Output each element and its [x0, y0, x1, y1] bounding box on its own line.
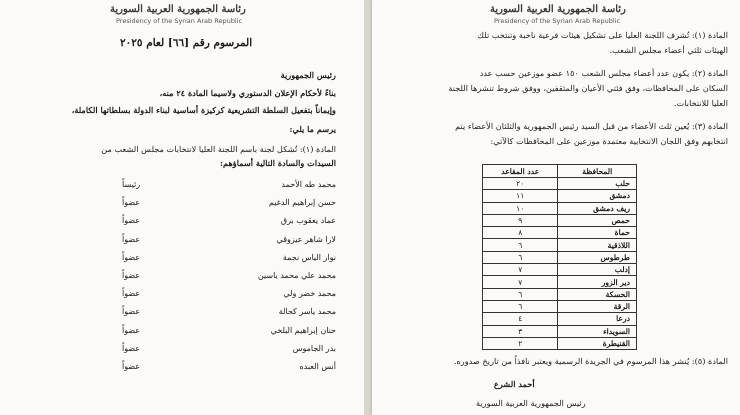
- seats-cell: ٨: [483, 227, 558, 239]
- member-role: عضواً: [122, 325, 141, 335]
- page-header-english: Presidency of the Syrian Arab Republic: [116, 17, 243, 25]
- signer-title: رئيس الجمهورية العربية السورية: [476, 398, 586, 408]
- member-role: عضواً: [122, 307, 141, 317]
- seats-table: [482, 164, 637, 350]
- article3-line1: المادة (٣): يُعين ثلث الأعضاء من قبل السيد رئيس الجمهورية والثلثان الأعضاء يتم: [455, 121, 728, 131]
- member-name: نوار الياس نجمة: [282, 252, 336, 262]
- constitutional-basis: بناءً لأحكام الإعلان الدستوري ولاسيما المادة ٢٤ منه،: [159, 88, 336, 98]
- seats-cell: ٦: [483, 251, 558, 263]
- article2-line3: العليا للانتخابات.: [674, 98, 728, 108]
- legislative-basis: وإيماناً بتفعيل السلطة التشريعية كركيزة أساسية لبناء الدولة بسلطاتها الكاملة،: [71, 105, 336, 115]
- governorate-cell: درعا: [558, 313, 637, 325]
- member-role: عضواً: [122, 198, 141, 208]
- member-role: عضواً: [122, 271, 141, 280]
- member-name: محمد علي محمد ياسين: [257, 271, 336, 280]
- table-header-row: [483, 165, 637, 178]
- article5: المادة (٥): يُنشر هذا المرسوم في الجريدة الرسمية ويعتبر نافذاً من تاريخ صدوره.: [453, 356, 728, 366]
- seats-cell: ٦: [483, 300, 558, 312]
- governorate-cell: دير الزور: [558, 276, 637, 288]
- member-name: محمد طه الأحمد: [281, 180, 336, 189]
- governorate-cell: اللاذقية: [558, 239, 637, 251]
- decrees-heading: يرسم ما يلي:: [289, 124, 336, 134]
- decree-page-two: [372, 0, 740, 415]
- member-role: عضواً: [122, 216, 141, 226]
- member-name: محمد خضر ولي: [283, 289, 336, 299]
- table-row: [483, 214, 637, 226]
- governorate-cell: حماة: [558, 227, 637, 239]
- governorate-cell: حمص: [558, 214, 637, 226]
- page-header-english: Presidency of the Syrian Arab Republic: [494, 17, 621, 25]
- seats-cell: ٣: [483, 325, 558, 337]
- article2-line1: المادة (٢): يكون عدد أعضاء مجلس الشعب ١٥٠ عضو موزعين حسب عدد: [479, 68, 728, 78]
- article1-line1: المادة (١): تُشكل لجنة باسم اللجنة العليا لانتخابات مجلس الشعب من: [101, 144, 336, 154]
- table-row: [483, 178, 637, 190]
- seats-cell: ٢٠: [483, 178, 558, 190]
- article3-line2: انتخابهم وفق اللجان الانتخابية معتمدة موزعين على المحافظات كالآتي:: [490, 136, 728, 146]
- member-role: رئيساً: [122, 180, 141, 189]
- table-row: [483, 264, 637, 276]
- member-name: لارا شاهر عيزوقي: [276, 234, 336, 244]
- table-row: [483, 251, 637, 263]
- seats-cell: ١٠: [483, 202, 558, 214]
- governorate-cell: القنيطرة: [558, 337, 637, 349]
- seats-cell: ٩: [483, 214, 558, 226]
- article1-line2: السيدات والسادة التالية أسماؤهم:: [219, 158, 336, 168]
- page-header-arabic: رئاسة الجمهورية العربية السورية: [110, 4, 246, 15]
- member-role: عضواً: [122, 362, 141, 371]
- seats-cell: ٢: [483, 337, 558, 349]
- governorate-cell: الحسكة: [558, 288, 637, 300]
- header-governorate: المحافظة: [558, 165, 637, 178]
- table-row: [483, 325, 637, 337]
- table-row: [483, 276, 637, 288]
- seats-cell: ٦: [483, 239, 558, 251]
- member-role: عضواً: [122, 343, 141, 353]
- member-role: عضواً: [122, 289, 141, 299]
- article2-line2: السكان على المحافظات، وفق فئتي الأعيان والمثقفين، ووفق شروط تنشرها اللجنة: [448, 83, 728, 93]
- member-name: بدر الجاموس: [292, 343, 336, 353]
- member-name: حنان إبراهيم البلخي: [270, 325, 336, 335]
- table-row: [483, 202, 637, 214]
- seats-cell: ١١: [483, 190, 558, 202]
- governorate-cell: ريف دمشق: [558, 202, 637, 214]
- governorate-cell: دمشق: [558, 190, 637, 202]
- article1-line2: الهيئات ثلثي أعضاء مجلس الشعب.: [609, 45, 728, 55]
- table-row: [483, 288, 637, 300]
- governorate-cell: السويداء: [558, 325, 637, 337]
- signer-name: أحمد الشرع: [494, 379, 535, 389]
- table-row: [483, 239, 637, 251]
- seats-cell: ٤: [483, 313, 558, 325]
- decree-title: المرسوم رقم [٦٦] لعام ٢٠٢٥: [120, 37, 253, 49]
- seats-cell: ٧: [483, 264, 558, 276]
- table-row: [483, 300, 637, 312]
- member-name: حسن إبراهيم الدغيم: [268, 198, 336, 208]
- member-name: أنس العبده: [299, 362, 336, 371]
- member-role: عضواً: [122, 234, 141, 244]
- table-row: [483, 337, 637, 349]
- article1-line1: المادة (١): تُشرف اللجنة العليا على تشكيل هيئات فرعية ناخبة وتنتخب تلك: [477, 30, 728, 40]
- header-seats: عدد المقاعد: [483, 165, 558, 178]
- governorate-cell: الرقة: [558, 300, 637, 312]
- member-name: عماد يعقوب برق: [280, 216, 336, 226]
- table-row: [483, 190, 637, 202]
- governorate-cell: حلب: [558, 178, 637, 190]
- president-heading: رئيس الجمهورية: [280, 70, 336, 80]
- decree-page-one: [0, 0, 364, 415]
- governorate-cell: إدلب: [558, 264, 637, 276]
- governorate-cell: طرطوس: [558, 251, 637, 263]
- member-name: محمد ياسر كحالة: [278, 307, 336, 317]
- page-header-arabic: رئاسة الجمهورية العربية السورية: [490, 4, 626, 15]
- member-role: عضواً: [122, 252, 141, 262]
- table-row: [483, 227, 637, 239]
- seats-cell: ٧: [483, 276, 558, 288]
- table-row: [483, 313, 637, 325]
- page-gutter: [364, 0, 372, 415]
- seats-cell: ٦: [483, 288, 558, 300]
